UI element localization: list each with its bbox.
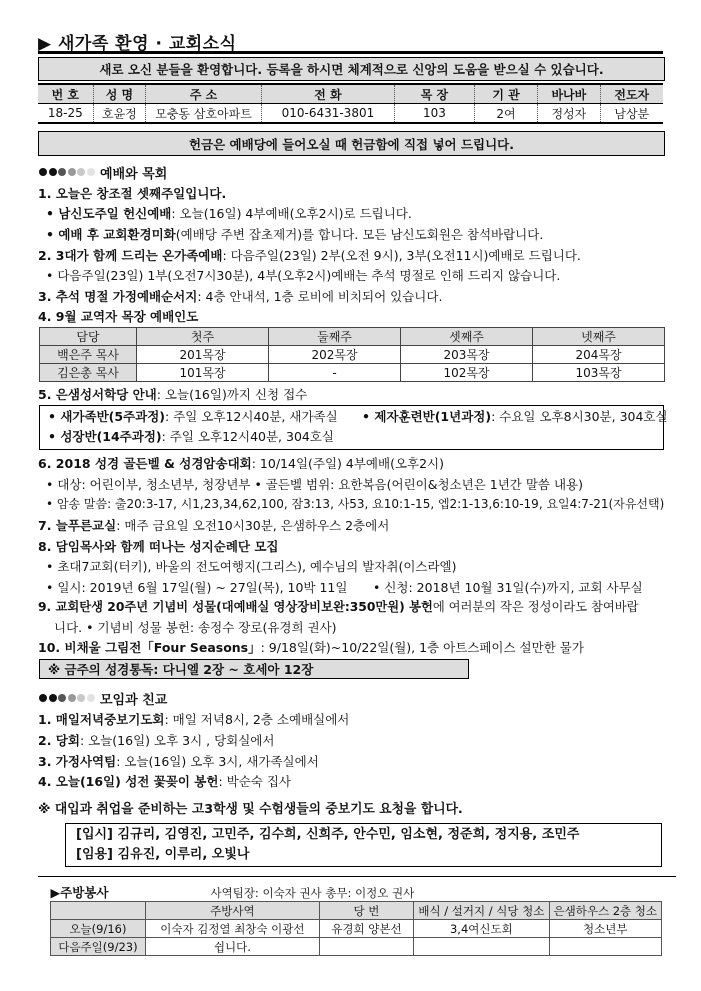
kitchen-cell: 다음주일(9/23) xyxy=(51,938,146,956)
prayer-request: ※ 대입과 취업을 준비하는 고3학생 및 수험생들의 중보기도 요청을 합니다. xyxy=(38,802,463,817)
table-row xyxy=(38,104,663,124)
item-label: 4. 오늘(16일) 성전 꽃꽂이 봉헌 xyxy=(38,774,219,789)
item-3 xyxy=(38,287,442,306)
reg-col-address: 주 소 xyxy=(146,84,262,104)
kitchen-col-header: 은샘하우스 2층 청소 xyxy=(549,902,661,920)
kitchen-title-cell xyxy=(51,882,662,902)
dot-2 xyxy=(49,168,57,176)
reg-cell: 010-6431-3801 xyxy=(261,104,394,124)
item-label: 10. 비채울 그림전「Four Seasons」 xyxy=(38,640,261,655)
student-names-box xyxy=(65,823,662,867)
pray-cell: 201목장 xyxy=(137,346,269,364)
dot-5 xyxy=(77,694,85,702)
bible-class-disciple xyxy=(362,407,668,426)
item-label: 5. 은샘성서학당 안내 xyxy=(38,387,157,402)
pastor-schedule-table xyxy=(39,327,665,382)
table-row xyxy=(51,920,662,938)
kitchen-col-header: 배식 / 설거지 / 식당 청소 xyxy=(414,902,549,920)
item-label: 6. 2018 성경 골든벨 & 성경암송대회 xyxy=(38,456,252,471)
item-8a: • 초대7교회(터키), 바울의 전도여행지(그리스), 예수님의 발자취(이스라엘) xyxy=(46,559,457,574)
names-employment: [임용] 김유진, 이루리, 오빛나 xyxy=(76,847,250,862)
bible-class-new xyxy=(48,407,338,426)
item-label: • 예배 후 교회환경미화 xyxy=(46,227,176,242)
dot-3 xyxy=(58,168,66,176)
reg-col-name: 성 명 xyxy=(93,84,146,104)
weekly-reading-box: ※ 금주의 성경통독: 다니엘 2장 ~ 호세아 12장 xyxy=(39,659,469,679)
item-text: 에 여러분의 작은 정성이라도 참여바랍 xyxy=(432,600,639,614)
dot-3 xyxy=(58,694,66,702)
reg-cell: 정성자 xyxy=(538,104,600,124)
dot-1 xyxy=(39,168,47,176)
item-label: 9. 교회탄생 20주년 기념비 성물(대예배실 영상장비보완:350만원) 봉헌 xyxy=(38,600,433,614)
reg-cell: 18-25 xyxy=(38,104,93,124)
pray-cell: 103목장 xyxy=(533,364,665,382)
item-text: : 수요일 오후8시30분, 304호실 xyxy=(491,409,668,424)
kitchen-title: ▶주방봉사 xyxy=(50,884,109,900)
item-1: 1. 오늘은 창조절 셋째주일입니다. xyxy=(38,186,227,201)
kitchen-service-table xyxy=(50,882,662,956)
reg-col-number: 번 호 xyxy=(38,84,93,104)
table-row xyxy=(51,938,662,956)
item-text: : 박순숙 집사 xyxy=(218,774,291,789)
pray-col-header: 셋째주 xyxy=(401,328,533,346)
pray-col-header: 둘째주 xyxy=(269,328,401,346)
kitchen-cell: 오늘(9/16) xyxy=(51,920,146,938)
pray-cell: 102목장 xyxy=(401,364,533,382)
item-label: 7. 늘푸른교실 xyxy=(38,518,117,533)
item-text: : 오늘(16일) 4부예배(오후2시)로 드립니다. xyxy=(171,206,412,221)
item-5 xyxy=(38,385,307,404)
kitchen-cell xyxy=(549,938,661,956)
item-6 xyxy=(38,454,444,473)
kitchen-cell xyxy=(319,938,413,956)
item-text: : 주일 오후12시40분, 304호실 xyxy=(161,429,335,444)
reg-cell: 모충동 삼호아파트 xyxy=(146,104,262,124)
dot-4 xyxy=(68,694,76,702)
kitchen-cell: 이숙자 김정열 최창숙 이광선 xyxy=(145,920,319,938)
dot-1 xyxy=(39,694,47,702)
item-text: : 오늘(16일) 오후 3시, 새가족실에서 xyxy=(116,754,319,769)
pray-cell: 203목장 xyxy=(401,346,533,364)
reg-col-cell: 목 장 xyxy=(394,84,474,104)
pray-cell: 백은주 목사 xyxy=(40,346,137,364)
kitchen-cell: 청소년부 xyxy=(549,920,661,938)
kitchen-cell: 3,4여신도회 xyxy=(414,920,549,938)
item-9a: 니다. • 기념비 성물 봉헌: 송정수 장로(유경희 권사) xyxy=(54,620,337,635)
section-title: 모임과 친교 xyxy=(100,693,168,708)
kitchen-col-header xyxy=(51,902,146,920)
item-8b: • 일시: 2019년 6월 17일(월) ~ 27일(목), 10박 11일 xyxy=(46,580,348,595)
item-10 xyxy=(38,638,584,657)
item-2 xyxy=(38,246,581,265)
table-header-row xyxy=(40,328,665,346)
item-text: : 주일 오후12시40분, 새가족실 xyxy=(165,409,338,424)
welcome-banner: 새로 오신 분들을 환영합니다. 등록을 하시면 체계적으로 신앙의 도움을 받으실 수 있습니다. xyxy=(38,57,665,81)
section-title: 예배와 목회 xyxy=(100,167,168,182)
offering-notice: 헌금은 예배당에 들어오실 때 헌금함에 직접 넣어 드립니다. xyxy=(38,131,665,156)
pray-cell: - xyxy=(269,364,401,382)
reg-col-group: 기 관 xyxy=(474,84,537,104)
title-rule xyxy=(38,51,663,54)
reg-col-barnabas: 바나바 xyxy=(538,84,600,104)
kitchen-cell: 쉽니다. xyxy=(145,938,319,956)
item-label: • 제자훈련반(1년과정) xyxy=(362,409,492,424)
kitchen-divider xyxy=(38,876,676,877)
pray-col-header: 첫주 xyxy=(137,328,269,346)
names-entrance: [입시] 김규리, 김영진, 고민주, 김수희, 신희주, 안수민, 임소현, 정준희, 정지용, 조민주 xyxy=(76,827,580,842)
item-text: : 매일 저녁8시, 2층 소예배실에서 xyxy=(164,712,350,727)
item-text: : 오늘(16일) 오후 3시 , 당회실에서 xyxy=(79,733,275,748)
item-label: 2. 당회 xyxy=(38,733,80,748)
kitchen-cell xyxy=(414,938,549,956)
page-title: ▶ 새가족 환영 · 교회소식 xyxy=(38,34,237,54)
kitchen-col-header: 당 번 xyxy=(319,902,413,920)
table-row xyxy=(40,364,665,382)
section-heading-fellowship xyxy=(39,689,167,708)
dot-4 xyxy=(68,168,76,176)
item-text: (예배당 주변 잡초제거)를 합니다. 모든 남신도회원은 참석바랍니다. xyxy=(175,227,544,242)
dot-6 xyxy=(87,694,95,702)
reg-cell: 호윤정 xyxy=(93,104,146,124)
item-text: : 4층 안내석, 1층 로비에 비치되어 있습니다. xyxy=(197,289,443,304)
kitchen-title-row xyxy=(51,882,662,902)
pray-cell: 204목장 xyxy=(533,346,665,364)
item-label: • 남신도주일 헌신예배 xyxy=(46,206,172,221)
fellowship-item-2 xyxy=(38,731,274,750)
pray-cell: 101목장 xyxy=(137,364,269,382)
dot-2 xyxy=(49,694,57,702)
item-2a: • 다음주일(23일) 1부(오전7시30분), 4부(오후2시)예배는 추석 명절로 인해 드리지 않습니다. xyxy=(46,268,561,283)
reg-cell: 2여 xyxy=(474,104,537,124)
item-text: : 오늘(16일)까지 신청 접수 xyxy=(156,387,308,402)
reg-cell: 103 xyxy=(394,104,474,124)
registration-table xyxy=(38,83,663,124)
item-9 xyxy=(38,598,639,617)
reg-cell: 남상분 xyxy=(600,104,663,124)
item-8: 8. 담임목사와 함께 떠나는 성지순례단 모집 xyxy=(38,539,279,554)
bible-class-growth xyxy=(48,427,334,446)
item-label: • 새가족반(5주과정) xyxy=(48,409,165,424)
item-label: 1. 매일저녁중보기도회 xyxy=(38,712,165,727)
kitchen-leaders: 사역팀장: 이숙자 권사 총무: 이정오 권사 xyxy=(210,885,415,900)
table-row xyxy=(40,346,665,364)
section-dots-icon xyxy=(39,691,96,706)
section-heading-worship xyxy=(39,163,167,182)
item-text: : 10/14일(주일) 4부예배(오후2시) xyxy=(251,456,445,471)
section-dots-icon xyxy=(39,165,96,180)
item-label: 3. 추석 명절 가정예배순서지 xyxy=(38,289,198,304)
item-7 xyxy=(38,516,389,535)
dot-6 xyxy=(87,168,95,176)
item-text: : 매주 금요일 오전10시30분, 은샘하우스 2층에서 xyxy=(116,518,390,533)
item-label: 2. 3대가 함께 드리는 온가족예배 xyxy=(38,248,223,263)
item-text: : 9/18일(화)~10/22일(월), 1층 아트스페이스 설만한 물가 xyxy=(260,640,584,655)
item-1b xyxy=(46,225,543,244)
table-header-row xyxy=(51,902,662,920)
reg-col-evangelist: 전도자 xyxy=(600,84,663,104)
item-text: : 다음주일(23일) 2부(오전 9시), 3부(오전11시)예배로 드립니다. xyxy=(222,248,581,263)
fellowship-item-1 xyxy=(38,710,349,729)
kitchen-col-header: 주방사역 xyxy=(145,902,319,920)
pray-col-header: 담당 xyxy=(40,328,137,346)
pray-cell: 202목장 xyxy=(269,346,401,364)
dot-5 xyxy=(77,168,85,176)
item-6b: • 암송 말씀: 출20:3-17, 시1,23,34,62,100, 잠3:13, 사53, 요10:1-15, 엡2:1-13,6:10-19, 요일4:7-21(자유선택) xyxy=(46,497,665,511)
fellowship-item-4 xyxy=(38,772,291,791)
fellowship-item-3 xyxy=(38,752,319,771)
bible-school-box xyxy=(39,405,668,450)
reg-col-phone: 전 화 xyxy=(261,84,394,104)
item-6a: • 대상: 어린이부, 청소년부, 청장년부 • 골든벨 범위: 요한복음(어린이&청소년은 1년간 말씀 내용) xyxy=(46,477,583,492)
item-1a xyxy=(46,204,412,223)
item-8c: • 신청: 2018년 10월 31일(수)까지, 교회 사무실 xyxy=(373,580,643,595)
item-4: 4. 9월 교역자 목장 예배인도 xyxy=(38,309,199,324)
item-label: • 성장반(14주과정) xyxy=(48,429,162,444)
kitchen-cell: 유경희 양본선 xyxy=(319,920,413,938)
pray-col-header: 넷째주 xyxy=(533,328,665,346)
item-label: 3. 가정사역팀 xyxy=(38,754,117,769)
pray-cell: 김은총 목사 xyxy=(40,364,137,382)
